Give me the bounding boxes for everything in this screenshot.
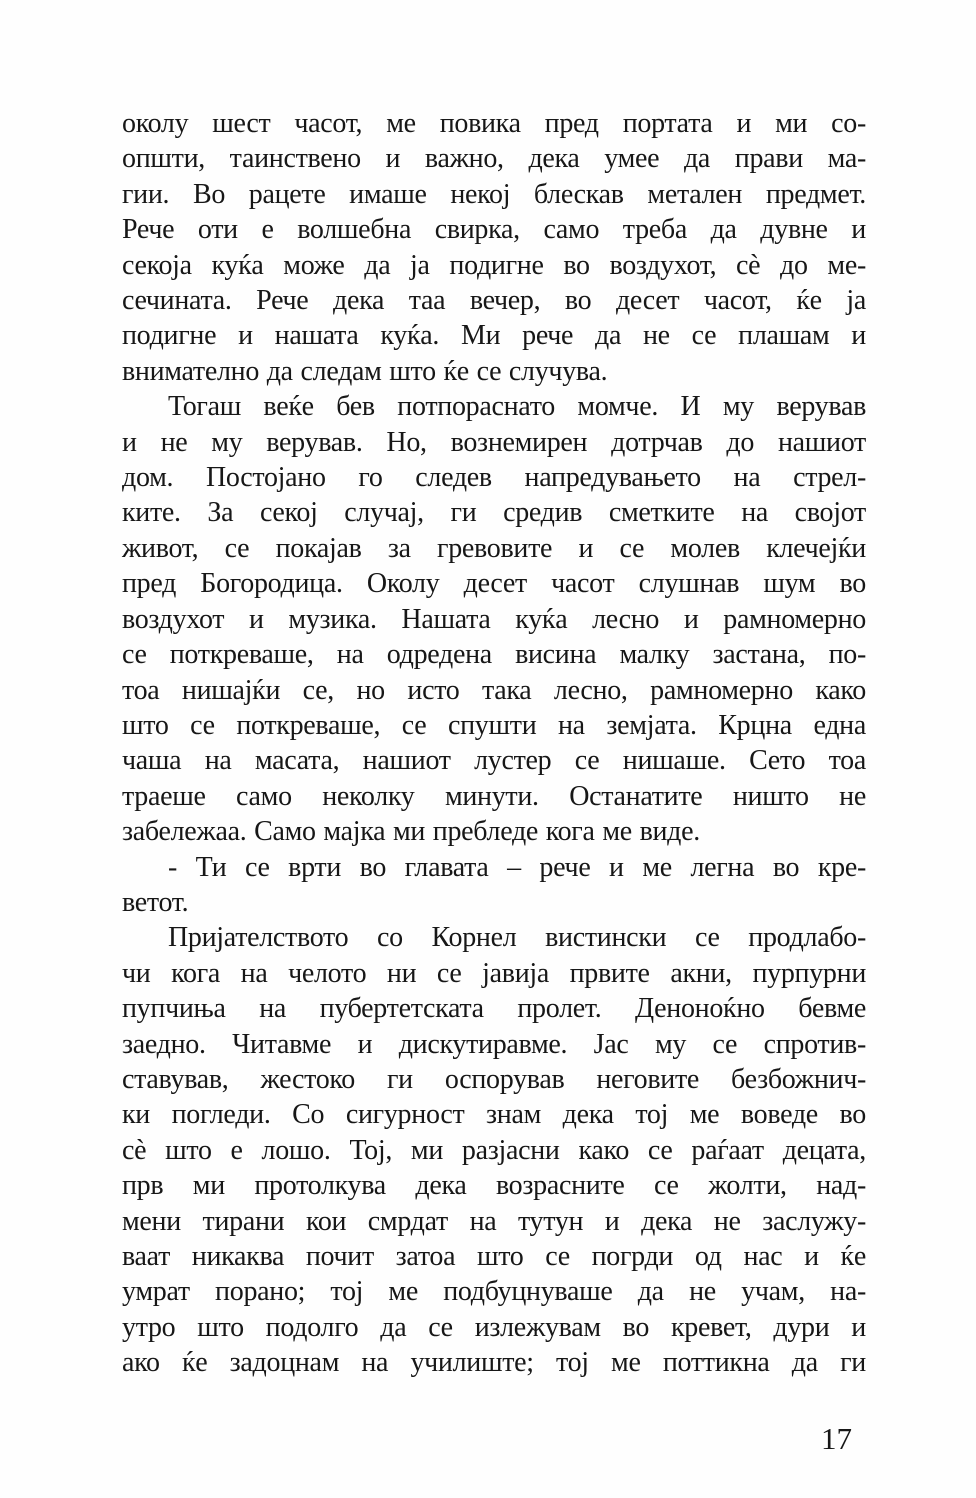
text-line: забележаа. Само мајка ми пребледе кога ме виде. [122,816,700,848]
text-line: тоа нишајќи се, но исто така лесно, рамномерно како [122,674,866,706]
text-line: чи кога на челото ни се јавија првите акни, пурпурни [122,957,866,989]
text-line: траеше само неколку минути. Останатите ништо не [122,780,866,812]
page-number: 17 [821,1421,852,1456]
text-line: сè што е лошо. Тој, ми разјасни како се раѓаат децата, [122,1134,866,1166]
text-line: ветот. [122,886,189,918]
text-line: што се поткреваше, се спушти на земјата. Крцна една [122,709,866,741]
text-line: чаша на масата, нашиот лустер се нишаше. Сето тоа [122,745,866,777]
text-line: Пријателството со Корнел вистински се продлабо- [168,922,866,954]
text-line: воздухот и музика. Нашата куќа лесно и рамномерно [122,603,866,635]
text-line: живот, се покајав за гревовите и се молев клечејќи [122,532,866,564]
text-line: Рече оти е волшебна свирка, само треба да дувне и [122,214,866,246]
text-line: и не му верував. Но, вознемирен дотрчав до нашиот [122,426,866,458]
text-line: пред Богородица. Околу десет часот слушнав шум во [122,568,866,600]
text-line: внимателно да следам што ќе се случува. [122,355,608,387]
text-line: сечината. Рече дека таа вечер, во десет часот, ќе ја [122,285,866,317]
page-text-block [122,106,866,1381]
text-line: ките. За секој случај, ги средив сметките на својот [122,497,866,529]
text-line: околу шест часот, ме повика пред портата и ми со- [122,108,866,139]
text-line: Тогаш веќе бев потпораснато момче. И му верував [168,391,866,423]
text-line: умрат порано; тој ме подбуцнуваше да не учам, на- [122,1276,866,1308]
text-line: прв ми протолкува дека возрасните се жолти, над- [122,1170,866,1202]
text-line: ваат никаква почит затоа што се погрди од нас и ќе [122,1241,866,1272]
text-line: ако ќе задоцнам на училиште; тој ме поттикна да ги [122,1347,866,1379]
text-line: - Ти се врти во главата – рече и ме легна во кре- [168,851,866,883]
text-line: се поткреваше, на одредена висина малку застана, по- [122,639,866,671]
text-line: дом. Постојано го следев напредувањето на стрел- [122,462,866,494]
text-line: пупчиња на пубертетската пролет. Деноноќно бевме [122,993,866,1025]
text-line: ставував, жестоко ги оспорував неговите безбожнич- [122,1063,866,1095]
text-line: утро што подолго да се излежувам во кревет, дури и [122,1311,866,1343]
text-line: секоја куќа може да ја подигне во воздухот, сè до ме- [122,249,866,281]
text-line: општи, таинствено и важно, дека умее да прави ма- [122,143,866,175]
text-line: подигне и нашата куќа. Ми рече да не се плашам и [122,320,866,352]
text-line: заедно. Читавме и дискутиравме. Јас му се спротив- [122,1028,866,1060]
text-line: мени тирани кои смрдат на тутун и дека не заслужу- [122,1205,866,1237]
text-line: ки погледи. Со сигурност знам дека тој ме воведе во [122,1099,866,1131]
text-line: гии. Во рацете имаше некој блескав метален предмет. [122,178,866,210]
